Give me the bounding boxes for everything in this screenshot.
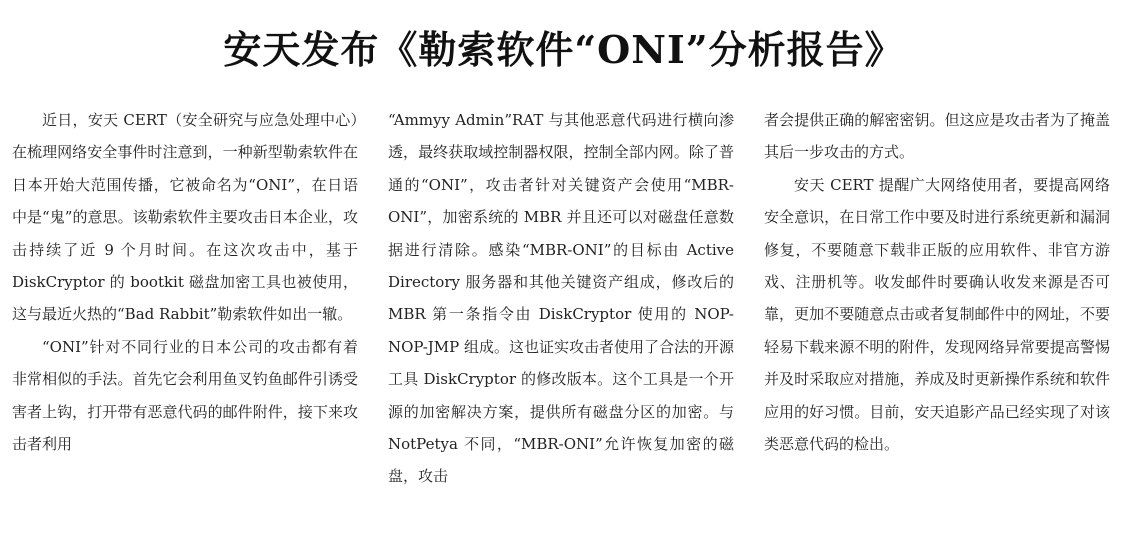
paragraph: 者会提供正确的解密密钥。但这应是攻击者为了掩盖其后一步攻击的方式。: [764, 111, 1110, 162]
paragraph: “ONI”针对不同行业的日本公司的攻击都有着非常相似的手法。首先它会利用鱼叉钓鱼邮件引诱受害者上钩，打开带有恶意代码的邮件附件，接下来攻击者利用: [12, 337, 358, 454]
article-column-1: [12, 104, 358, 460]
article-column-3: [764, 104, 1110, 460]
article-column-2: [388, 104, 734, 493]
paragraph: 安天 CERT 提醒广大网络使用者，要提高网络安全意识，在日常工作中要及时进行系统更新和漏洞修复，不要随意下载非正版的应用软件、非官方游戏、注册机等。收发邮件时要确认收发来源是否可靠，更加不要随意点击或者复制邮件中的网址，不要轻易下载来源不明的附件，发现网络异常要提高警惕并及时采取应对措施，养成及时更新操作系统和软件应用的好习惯。目前，安天追影产品已经实现了对该类恶意代码的检出。: [764, 175, 1110, 454]
article-title: 安天发布《勒索软件“ONI”分析报告》: [223, 27, 904, 72]
paragraph: 近日，安天 CERT（安全研究与应急处理中心）在梳理网络安全事件时注意到，一种新型勒索软件在日本开始大范围传播，它被命名为“ONI”，在日语中是“鬼”的意思。该勒索软件主要攻击日本企业，攻击持续了近 9 个月时间。在这次攻击中，基于 DiskCryptor 的 bootkit 磁盘加密工具也被使用，这与最近火热的“Bad Rabbit”勒索软件如出一辙。: [12, 111, 358, 324]
paragraph: “Ammyy Admin”RAT 与其他恶意代码进行横向渗透，最终获取域控制器权限，控制全部内网。除了普通的“ONI”，攻击者针对关键资产会使用“MBR-ONI”，加密系统的 MBR 并且还可以对磁盘任意数据进行清除。感染“MBR-ONI”的目标由 Active Directory 服务器和其他关键资产组成，修改后的 MBR 第一条指令由 DiskCryptor 使用的 NOP-NOP-JMP 组成。这也证实攻击者使用了合法的开源工具 DiskCryptor 的修改版本。这个工具是一个开源的加密解决方案，提供所有磁盘分区的加密。与 NotPetya 不同，“MBR-ONI”允许恢复加密的磁盘，攻击: [388, 111, 734, 486]
